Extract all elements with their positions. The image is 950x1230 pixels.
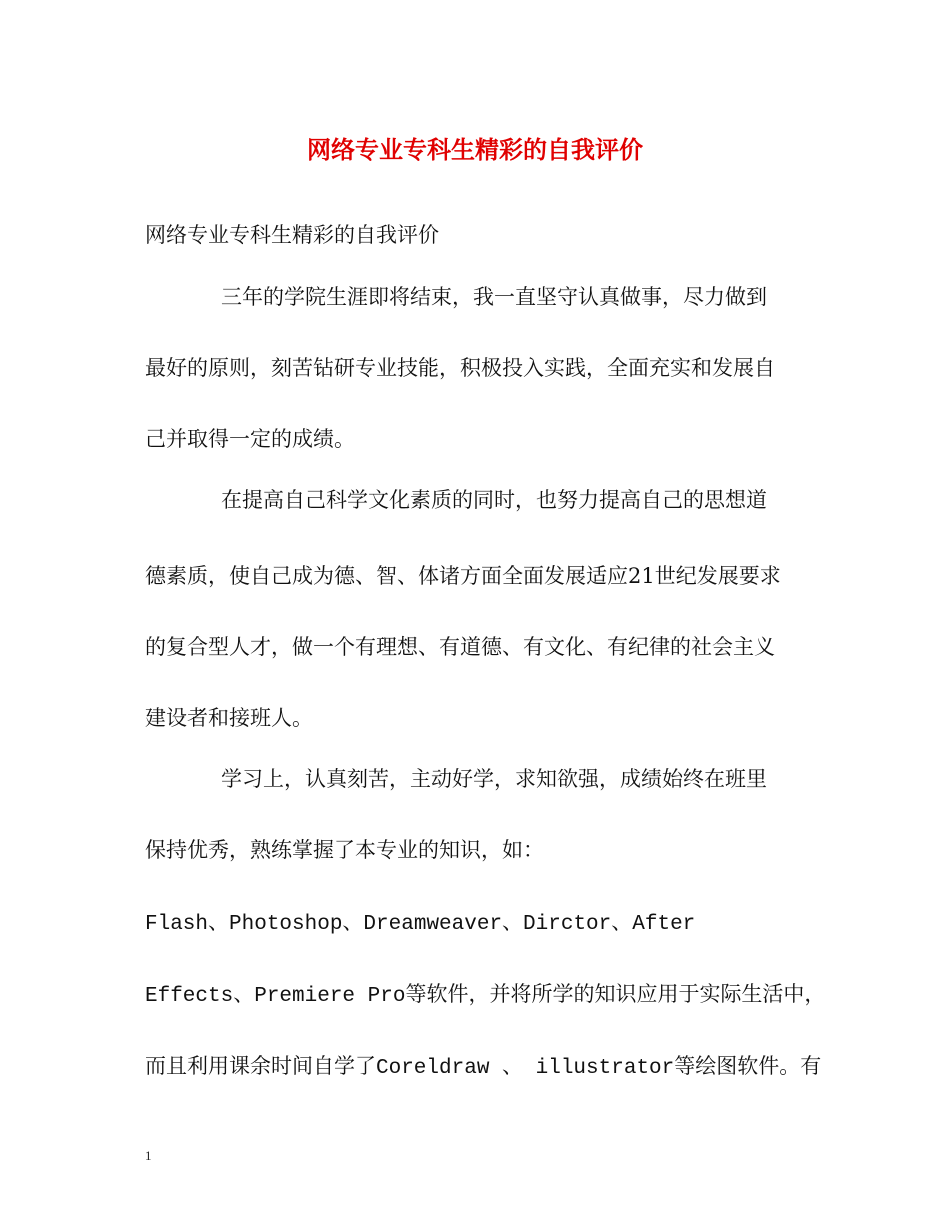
document-title: 网络专业专科生精彩的自我评价 xyxy=(307,135,643,164)
paragraph-line: 德素质，使自己成为德、智、体诸方面全面发展适应21世纪发展要求 xyxy=(145,564,781,588)
paragraph-line: 己并取得一定的成绩。 xyxy=(145,427,355,451)
paragraph-line: 在提高自己科学文化素质的同时，也努力提高自己的思想道 xyxy=(221,488,767,512)
software-list-line: Flash、Photoshop、Dreamweaver、Dirctor、After xyxy=(145,913,696,936)
software-list-line: Effects、Premiere Pro等软件，并将所学的知识应用于实际生活中， xyxy=(145,985,826,1008)
paragraph-line: 最好的原则，刻苦钻研专业技能，积极投入实践，全面充实和发展自 xyxy=(145,356,775,380)
paragraph-line: 保持优秀，熟练掌握了本专业的知识，如： xyxy=(145,838,544,862)
page-number: 1 xyxy=(145,1148,152,1163)
subtitle-line: 网络专业专科生精彩的自我评价 xyxy=(145,223,439,247)
paragraph-line: 学习上，认真刻苦，主动好学，求知欲强，成绩始终在班里 xyxy=(221,767,767,791)
paragraph-line: 建设者和接班人。 xyxy=(145,706,313,730)
paragraph-line: 的复合型人才，做一个有理想、有道德、有文化、有纪律的社会主义 xyxy=(145,635,775,659)
paragraph-line: 三年的学院生涯即将结束，我一直坚守认真做事，尽力做到 xyxy=(221,285,767,309)
software-list-line: 而且利用课余时间自学了Coreldraw 、 illustrator等绘图软件。有 xyxy=(145,1057,822,1080)
